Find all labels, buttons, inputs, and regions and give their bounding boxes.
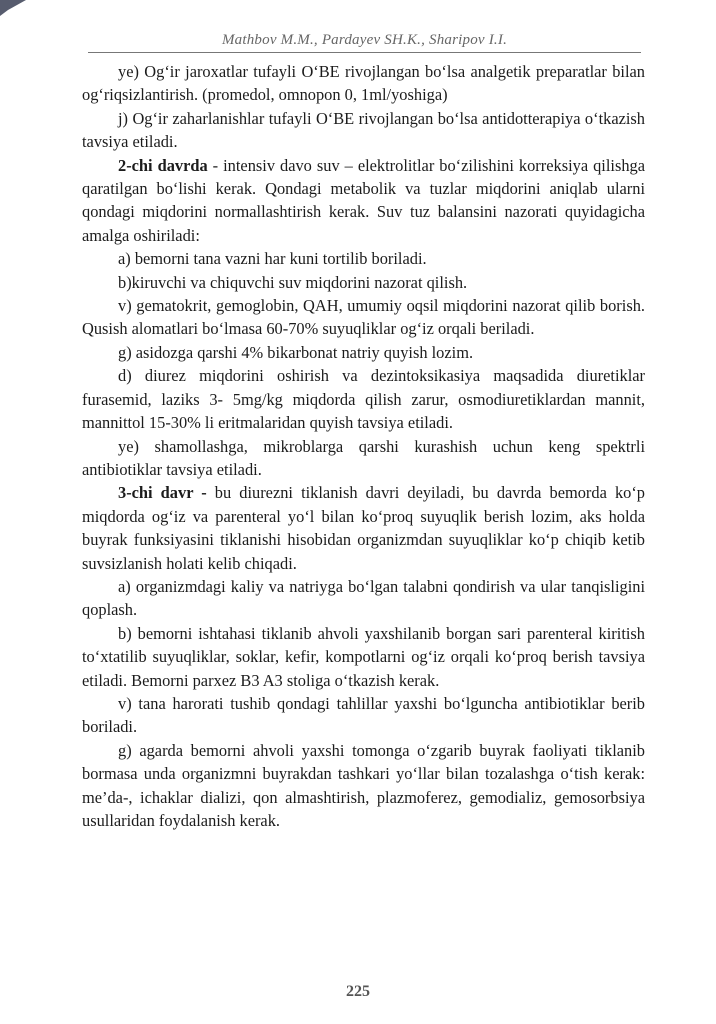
paragraph-g-acidosis: g) asidozga qarshi 4% bikarbonat natriy quyish lozim. <box>118 342 474 362</box>
paragraph-v-temperature: v) tana harorati tushib qondagi tahlillar yaxshi bo‘lguncha antibiotiklar berib boriladi. <box>82 693 645 737</box>
running-header-title: Mathbov M.M., Pardayev SH.K., Sharipov I.I. <box>221 32 508 48</box>
paragraph-b-oral-fluids: b) bemorni ishtahasi tiklanib ahvoli yaxshilanib borgan sari parenteral kiritish to‘xtatilib suyuqliklar, soklar, kefir, kompotlarni og‘iz orqali ko‘proq berish tavsiya etiladi. Bemorni parxez B3 A3 stoliga o‘tkazish kerak. <box>82 623 645 690</box>
paragraph-g-extrarenal: g) agarda bemorni ahvoli yaxshi tomonga o‘zgarib buyrak faoliyati tiklanib bormasa unda organizmni buyrakdan tashkari yo‘llar bilan tozalashga o‘tish kerak: me’da-, ichaklar dializi, qon almashtirish, plazmoferez, gemodializ, gemosorbsiya usullaridan foydalanish kerak. <box>82 740 645 830</box>
paragraph-a-electrolytes: a) organizmdagi kaliy va natriyga bo‘lgan talabni qondirish va ular tanqisligini qoplash. <box>82 576 645 620</box>
second-period-heading: 2-chi davrda <box>118 155 208 175</box>
paragraph-b-fluid-control: b)kiruvchi va chiquvchi suv miqdorini nazorat qilish. <box>118 272 468 292</box>
paragraph-second-period <box>82 154 645 248</box>
paragraph-ye-analgesia: ye) Og‘ir jaroxatlar tufayli O‘BE rivojlangan bo‘lsa analgetik preparatlar bilan og‘riqsizlantirish. (promedol, omnopon 0, 1ml/yoshiga) <box>82 62 645 105</box>
third-period-text: bu diurezni tiklanish davri deyiladi, bu davrda bemorda ko‘p miqdorda og‘iz va parenteral yo‘l bilan ko‘proq suyuqlik berish lozim, aks holda buyrak funksiyasini tiklanishi hisobidan organizmdan suyuqliklar ko‘p chiqib ketib suvsizlanish holati kelib chiqadi. <box>82 483 645 573</box>
page-body <box>82 60 645 832</box>
third-period-heading: 3-chi davr - <box>118 483 207 503</box>
paragraph-d-diuresis: d) diurez miqdorini oshirish va dezintoksikasiya maqsadida diuretiklar furasemid, laziks 3- 5mg/kg miqdorda qilish zarur, osmodiuretiklardan mannit, mannittol 15-30% li eritmalaridan quyish tavsiya etiladi. <box>82 366 645 433</box>
paragraph-a-weight: a) bemorni tana vazni har kuni tortilib boriladi. <box>118 249 427 269</box>
paragraph-third-period <box>82 481 645 575</box>
page-corner-mark <box>0 0 30 18</box>
paragraph-ye-antibiotics: ye) shamollashga, mikroblarga qarshi kurashish uchun keng spektrli antibiotiklar tavsiya etiladi. <box>82 436 645 479</box>
page-number: 225 <box>346 983 370 1000</box>
paragraph-j-antidote: j) Og‘ir zaharlanishlar tufayli O‘BE rivojlangan bo‘lsa antidotterapiya o‘tkazish tavsiya etiladi. <box>82 108 645 152</box>
running-header <box>88 30 641 53</box>
paragraph-v-hematocrit: v) gematokrit, gemoglobin, QAH, umumiy oqsil miqdorini nazorat qilib borish. Qusish alomatlari bo‘lmasa 60-70% suyuqliklar og‘iz orqali beriladi. <box>82 296 645 339</box>
second-period-text: - intensiv davo suv – elektrolitlar bo‘zilishini korreksiya qilishga qaratilgan bo‘lishi kerak. Qondagi metabolik va tuzlar miqdorini aniqlab ularni qondagi miqdorini normallashtirish kerak. Suv tuz balansini nazorati quyidagicha amalga oshiriladi: <box>82 155 645 245</box>
